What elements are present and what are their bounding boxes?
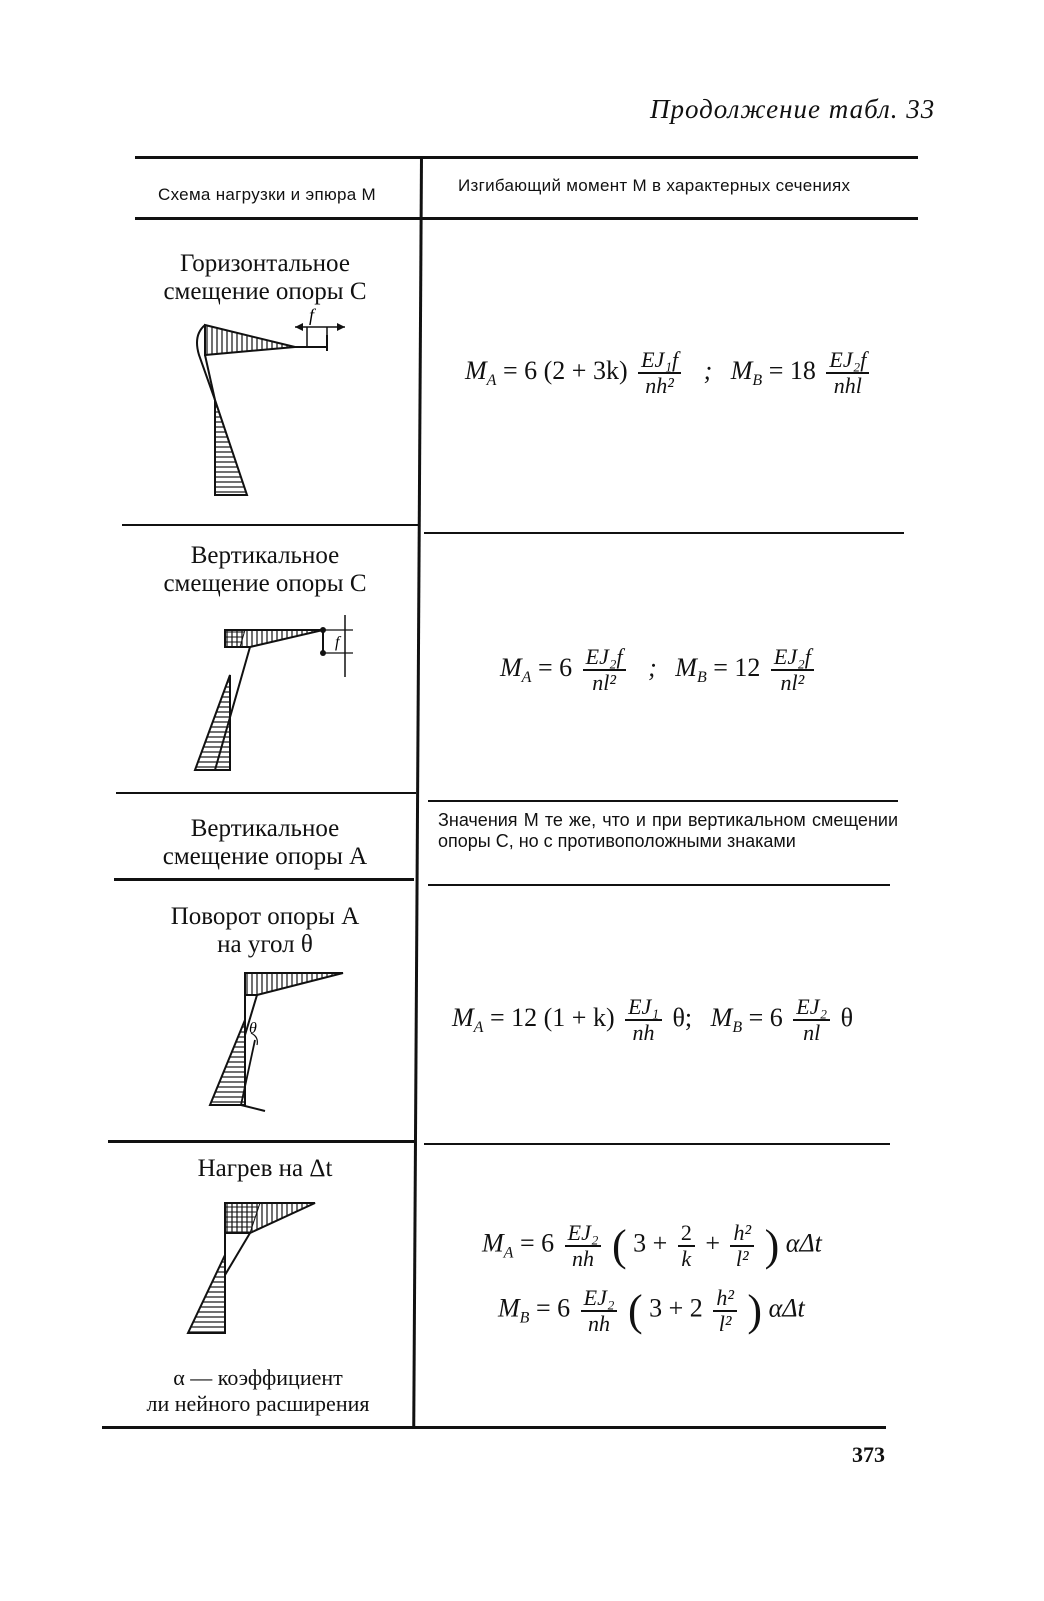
row5-footnote [118,1365,398,1417]
row5-footnote-line1: α — коэффициент [173,1365,343,1390]
row5-footnote-line2: ли нейного расширения [146,1391,370,1416]
row4-caption-line2: на угол θ [217,931,313,958]
row2-moment-diagram [185,605,365,775]
row1-caption-line2: смещение опоры C [163,278,367,305]
row2-divider-right [428,800,898,802]
row2-caption-line1: Вертикальное [190,542,340,569]
page-number: 373 [852,1442,885,1467]
row1-divider-right [424,532,904,534]
row1-f-label: f [309,305,315,325]
row3-note: Значения M те же, что и при вертикальном смещении опоры C, но с противоположными знаками [438,810,898,851]
row3-caption-line1: Вертикальное [190,815,340,842]
row2-divider-left [116,792,416,794]
row4-theta-label: θ [249,1020,257,1037]
header-col1: Схема нагрузки и эпюра M [158,185,377,204]
row5-formula-ma: $M_A = 6$ $\frac{\text{EJ₂}}{nh}$ ( 3 + $\frac{2}{k}$ + $\frac{\text{h²}}{\text{l²}}$ ) αΔt [482,1219,822,1271]
row4-divider-left [108,1140,414,1143]
row3-caption-line2: смещение опоры A [162,843,368,870]
row3-divider-right [428,884,890,886]
row4-formula: $M_A = 12$ (1 + k) $\frac{\text{EJ₁}}{nh}$ θ; $M_B = 6$ $\frac{\text{EJ₂}}{nl}$ θ [452,994,854,1045]
row5-moment-diagram [180,1195,340,1345]
row1-caption-line1: Горизонтальное [180,250,350,277]
column-divider [412,156,423,1426]
continuation-title: Продолжение табл. 33 [650,94,936,124]
row1-moment-diagram [185,305,355,505]
row4-moment-diagram [195,965,365,1115]
row1-caption [140,250,390,306]
row4-caption [140,903,390,959]
row4-divider-right [424,1143,890,1145]
row1-formula: $M_A = 6$ (2 + 3k) $\frac{\text{EJ₁f}}{\text{nh²}}$ ; $M_B = 18$ $\frac{\text{EJ₂f}}{\text{nhl}}$ [465,348,873,398]
table-top-rule [135,156,918,159]
row4-caption-line1: Поворот опоры A [170,903,360,930]
row2-f-label: f [335,634,340,651]
row3-divider-left [114,878,414,881]
row1-divider-left [122,524,418,526]
row2-caption-line2: смещение опоры C [163,570,367,597]
row5-formula-mb: $M_B = 6$ $\frac{\text{EJ₂}}{nh}$ ( 3 + 2 $\frac{\text{h²}}{\text{l²}}$ ) αΔt [498,1284,805,1336]
table-bottom-rule [102,1426,886,1429]
header-col2: Изгибающий момент M в характерных сечениях [458,176,851,195]
row2-formula: $M_A = 6$ $\frac{\text{EJ₂f}}{\text{nl²}}$ ; $M_B = 12$ $\frac{\text{EJ₂f}}{\text{nl²}}$ [500,645,818,695]
row5-caption: Нагрев на Δt [197,1155,333,1182]
header-bottom-rule [135,217,918,220]
row2-caption [140,542,390,598]
row3-caption [140,815,390,871]
